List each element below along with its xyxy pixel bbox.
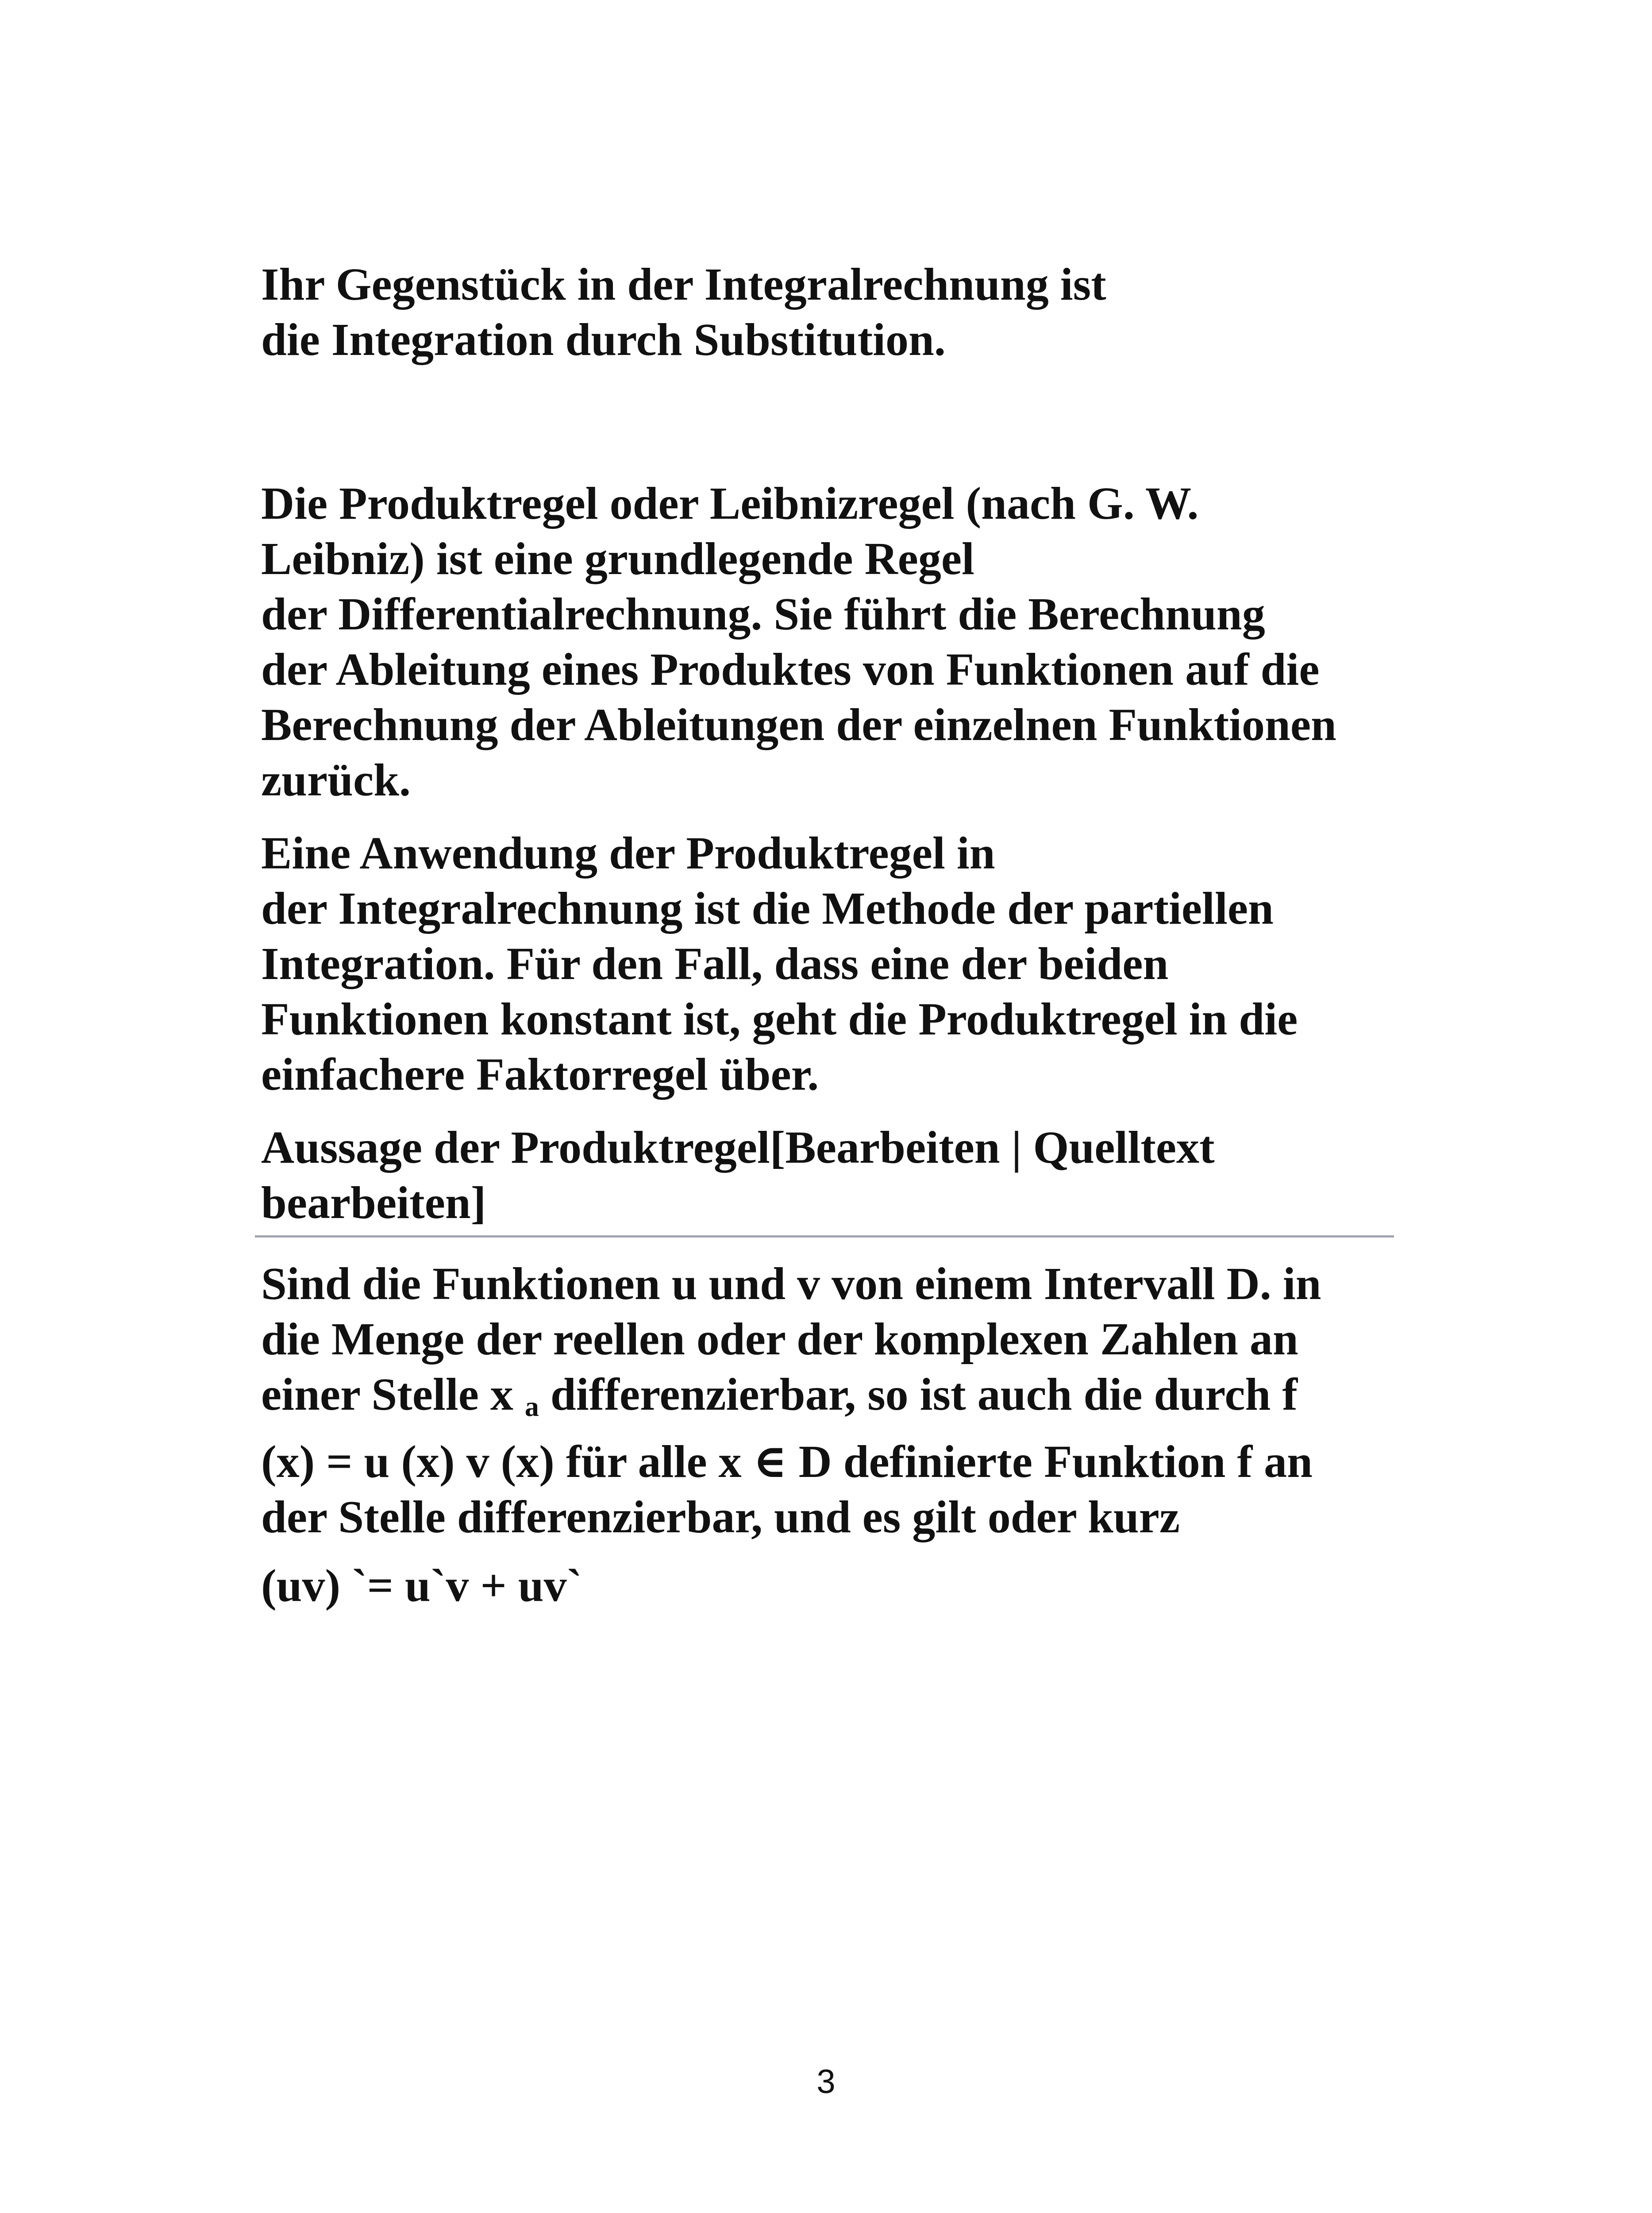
heading-line: Aussage der Produktregel[Bearbeiten | Quelltext	[261, 1122, 1215, 1173]
paragraph-substitution	[261, 257, 1394, 367]
paragraph-produktregel-intro	[261, 476, 1394, 808]
text-line: Ihr Gegenstück in der Integralrechnung ist	[261, 259, 1106, 310]
text-line: Sind die Funktionen u und v von einem Intervall D. in	[261, 1258, 1321, 1309]
text-line: der Integralrechnung ist die Methode der partiellen	[261, 883, 1274, 934]
page-number: 3	[816, 2063, 836, 2101]
formula-text: (uv) `= u`v + uv`	[261, 1560, 582, 1611]
product-rule-formula	[261, 1558, 1394, 1613]
text-line: Integration. Für den Fall, dass eine der beiden	[261, 938, 1169, 989]
heading-divider	[255, 1235, 1394, 1238]
page-content	[261, 257, 1394, 1613]
paragraph-anwendung	[261, 825, 1394, 1102]
text-line: Berechnung der Ableitungen der einzelnen Funktionen	[261, 699, 1336, 750]
text-line: der Ableitung eines Produktes von Funktionen auf die	[261, 644, 1320, 695]
text-line: die Integration durch Substitution.	[261, 314, 946, 365]
paragraph-aussage	[261, 1256, 1394, 1545]
text-line: einfachere Faktorregel über.	[261, 1049, 819, 1100]
section-heading-block	[261, 1120, 1394, 1235]
text-line: die Menge der reellen oder der komplexen Zahlen an	[261, 1314, 1298, 1365]
text-line: Funktionen konstant ist, geht die Produktregel in die	[261, 994, 1298, 1045]
text-line: zurück.	[261, 755, 411, 806]
text-line: Die Produktregel oder Leibnizregel (nach G. W.	[261, 478, 1199, 529]
text-fragment: differenzierbar, so ist auch die durch f	[539, 1369, 1298, 1420]
text-line: Eine Anwendung der Produktregel in	[261, 828, 995, 879]
text-line: der Stelle differenzierbar, und es gilt oder kurz	[261, 1492, 1180, 1542]
text-fragment: einer Stelle x	[261, 1369, 525, 1420]
subscript-a: a	[524, 1391, 539, 1422]
text-line-subscript	[261, 1367, 1394, 1434]
text-line: (x) = u (x) v (x) für alle x ∈ D definierte Funktion f an	[261, 1436, 1313, 1487]
text-line: Leibniz) ist eine grundlegende Regel	[261, 533, 974, 584]
text-line: der Differentialrechnung. Sie führt die Berechnung	[261, 589, 1265, 640]
heading-line: bearbeiten]	[261, 1177, 486, 1228]
section-heading	[261, 1120, 1394, 1235]
